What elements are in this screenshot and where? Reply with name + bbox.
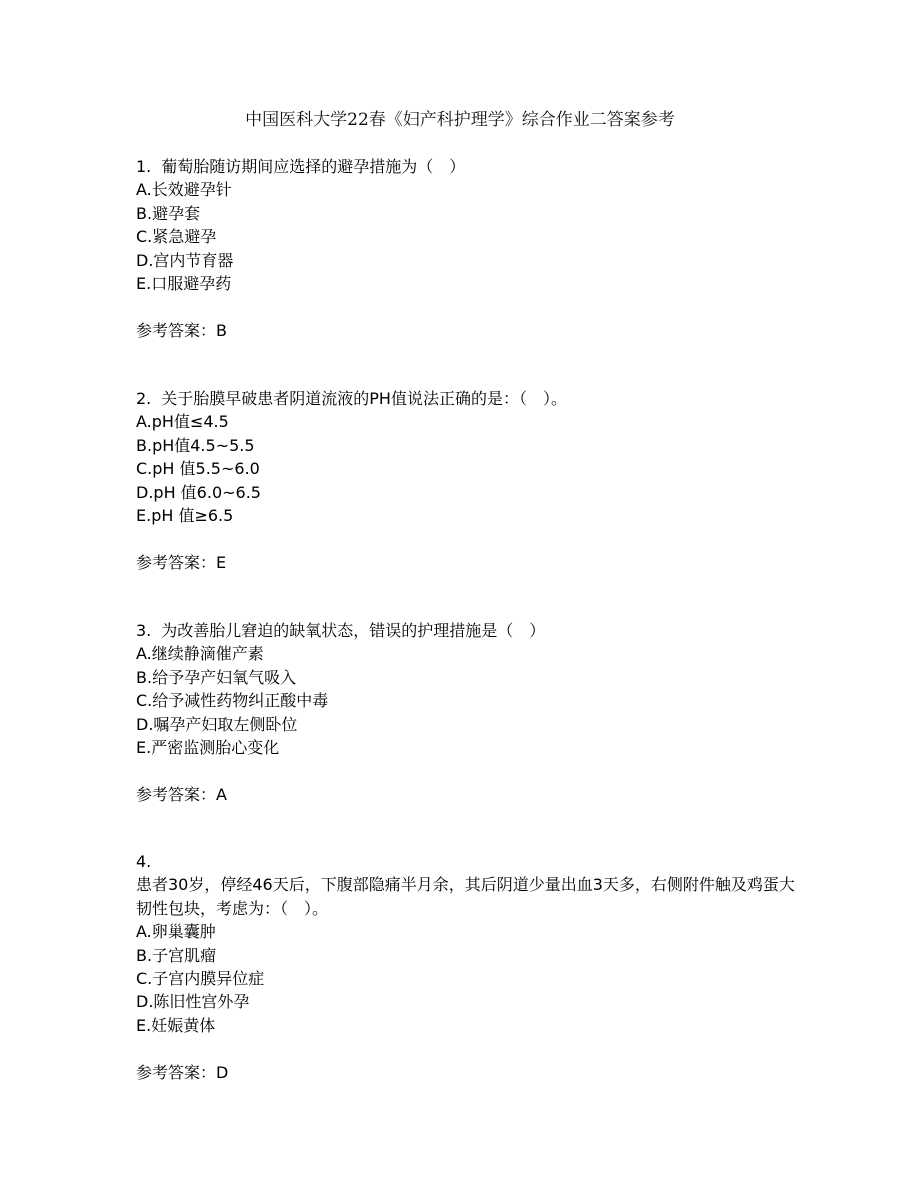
option-a: A.卵巢囊肿 bbox=[136, 922, 216, 942]
question-stem bbox=[136, 387, 567, 410]
question-number: 3. bbox=[136, 621, 152, 640]
reference-answer bbox=[136, 319, 465, 342]
option-d: D.嘱孕产妇取左侧卧位 bbox=[136, 714, 298, 734]
answer-label: 参考答案： bbox=[136, 320, 217, 340]
reference-answer bbox=[136, 551, 567, 574]
question-stem bbox=[136, 155, 465, 178]
question-stem bbox=[136, 619, 545, 642]
question-text: 为改善胎儿窘迫的缺氧状态，错误的护理措施是（ ） bbox=[161, 621, 546, 640]
answer-label: 参考答案： bbox=[136, 1062, 217, 1082]
reference-answer bbox=[136, 783, 545, 806]
answer-value: E bbox=[216, 552, 227, 572]
option-c: C.给予减性药物纠正酸中毒 bbox=[136, 691, 329, 711]
option-c: C.pH 值5.5~6.0 bbox=[136, 459, 260, 479]
answer-value: D bbox=[216, 1062, 229, 1082]
question-number: 2. bbox=[136, 389, 152, 408]
answer-label: 参考答案： bbox=[136, 552, 217, 572]
option-b: B.子宫肌瘤 bbox=[136, 945, 217, 965]
question-1 bbox=[136, 155, 465, 342]
option-e: E.口服避孕药 bbox=[136, 273, 232, 293]
question-text: 患者30岁，停经46天后，下腹部隐痛半月余，其后阴道少量出血3天多，右侧附件触及鸡蛋大韧性包块，考虑为：（ ）。 bbox=[136, 875, 795, 918]
question-text: 葡萄胎随访期间应选择的避孕措施为（ ） bbox=[161, 157, 466, 176]
option-e: E.严密监测胎心变化 bbox=[136, 737, 280, 757]
option-b: B.避孕套 bbox=[136, 203, 201, 223]
option-a: A.继续静滴催产素 bbox=[136, 644, 264, 664]
document-title: 中国医科大学22春《妇产科护理学》综合作业二答案参考 bbox=[245, 110, 675, 130]
option-c: C.紧急避孕 bbox=[136, 227, 217, 247]
answer-value: A bbox=[216, 784, 227, 804]
answer-value: B bbox=[216, 320, 227, 340]
option-d: D.pH 值6.0~6.5 bbox=[136, 482, 261, 502]
option-d: D.宫内节育器 bbox=[136, 250, 234, 270]
question-number: 1. bbox=[136, 157, 152, 176]
question-4 bbox=[136, 850, 796, 1084]
option-a: A.长效避孕针 bbox=[136, 180, 232, 200]
option-b: B.pH值4.5~5.5 bbox=[136, 435, 255, 455]
answer-label: 参考答案： bbox=[136, 784, 217, 804]
option-e: E.妊娠黄体 bbox=[136, 1015, 216, 1035]
question-2 bbox=[136, 387, 567, 574]
question-number: 4. bbox=[136, 852, 152, 871]
question-text: 关于胎膜早破患者阴道流液的PH值说法正确的是：（ ）。 bbox=[161, 389, 567, 408]
option-b: B.给予孕产妇氧气吸入 bbox=[136, 667, 297, 687]
reference-answer bbox=[136, 1061, 796, 1084]
option-d: D.陈旧性宫外孕 bbox=[136, 992, 250, 1012]
option-e: E.pH 值≥6.5 bbox=[136, 505, 234, 525]
option-a: A.pH值≤4.5 bbox=[136, 412, 229, 432]
question-3 bbox=[136, 619, 545, 806]
option-c: C.子宫内膜异位症 bbox=[136, 968, 265, 988]
